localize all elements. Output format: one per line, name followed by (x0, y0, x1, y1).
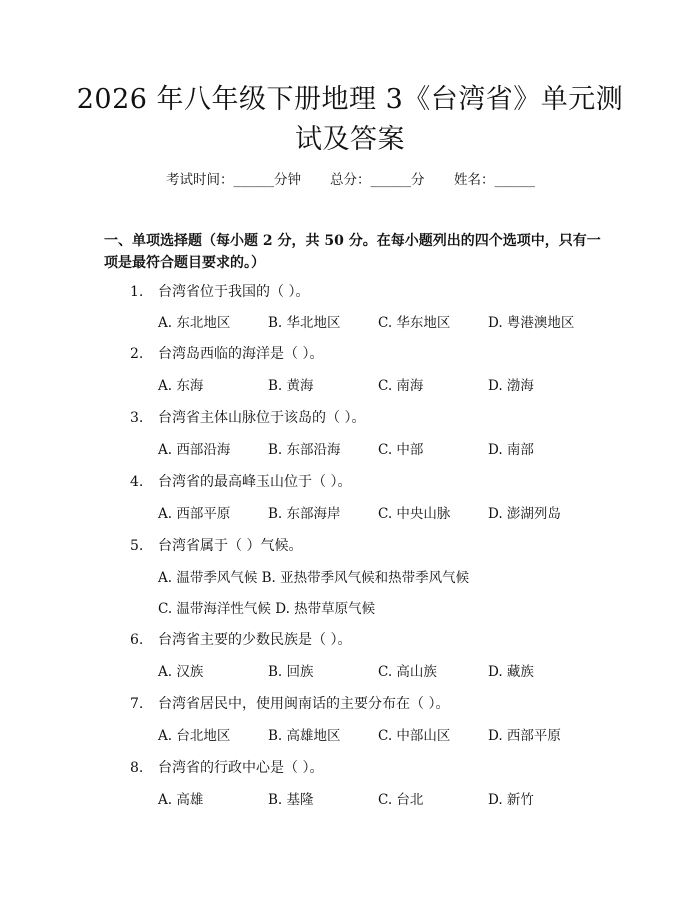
option-b: B. 东部海岸 (268, 506, 341, 522)
option-b: B. 东部沿海 (268, 442, 341, 458)
document-title (60, 80, 640, 160)
question-stem: 台湾省居民中，使用闽南话的主要分布在（ ）。 (158, 696, 450, 712)
total-score: 总分：______分 (330, 172, 425, 188)
option-d: D. 渤海 (488, 378, 534, 394)
option-d: D. 粤港澳地区 (488, 315, 575, 331)
question-number: 4. (130, 474, 144, 490)
option-d: D. 新竹 (488, 792, 534, 808)
option-c: C. 台北 (378, 792, 424, 808)
option-a: A. 东北地区 (158, 315, 231, 331)
option-c: C. 中央山脉 (378, 506, 451, 522)
option-b: B. 基隆 (268, 792, 314, 808)
option-c: C. 中部山区 (378, 728, 451, 744)
exam-meta (0, 168, 700, 188)
options-a-b: A. 温带季风气候 B. 亚热带季风气候和热带季风气候 (158, 570, 470, 586)
option-a: A. 西部沿海 (158, 442, 231, 458)
option-a: A. 台北地区 (158, 728, 231, 744)
option-d: D. 南部 (488, 442, 534, 458)
question-number: 5. (130, 538, 144, 554)
question-6-options (158, 662, 638, 682)
section-heading: 一、单项选择题（每小题 2 分，共 50 分。在每小题列出的四个选项中，只有一项是最符合题目要求的。） (104, 233, 601, 271)
question-4-options (158, 504, 638, 524)
question-1-options (158, 313, 638, 333)
question-number: 3. (130, 410, 144, 426)
option-a: A. 东海 (158, 378, 204, 394)
question-stem: 台湾省属于（ ）气候。 (158, 538, 303, 554)
question-number: 7. (130, 696, 144, 712)
question-number: 2. (130, 346, 144, 362)
option-b: B. 高雄地区 (268, 728, 341, 744)
option-c: C. 华东地区 (378, 315, 451, 331)
option-b: B. 黄海 (268, 378, 314, 394)
student-name: 姓名：______ (454, 172, 535, 188)
question-5-options-line-2 (158, 599, 638, 619)
exam-time: 考试时间：______分钟 (166, 172, 301, 188)
question-stem: 台湾省的行政中心是（ ）。 (158, 760, 324, 776)
question-number: 1. (130, 284, 144, 300)
option-d: D. 西部平原 (488, 728, 561, 744)
option-a: A. 西部平原 (158, 506, 231, 522)
question-number: 8. (130, 760, 144, 776)
title-line-2: 试及答案 (295, 124, 405, 155)
title-line-1: 2026 年八年级下册地理 3《台湾省》单元测 (76, 84, 624, 115)
option-b: B. 回族 (268, 664, 314, 680)
question-stem: 台湾省的最高峰玉山位于（ ）。 (158, 474, 352, 490)
question-5-options-line-1 (158, 568, 638, 588)
options-c-d: C. 温带海洋性气候 D. 热带草原气候 (158, 601, 376, 617)
option-a: A. 汉族 (158, 664, 204, 680)
question-number: 6. (130, 632, 144, 648)
option-c: C. 中部 (378, 442, 424, 458)
question-stem: 台湾省主体山脉位于该岛的（ ）。 (158, 410, 366, 426)
option-a: A. 高雄 (158, 792, 204, 808)
question-8-options (158, 790, 638, 810)
question-stem: 台湾省主要的少数民族是（ ）。 (158, 632, 352, 648)
question-7-options (158, 726, 638, 746)
option-d: D. 藏族 (488, 664, 534, 680)
question-2-options (158, 376, 638, 396)
question-stem: 台湾岛西临的海洋是（ ）。 (158, 346, 324, 362)
option-d: D. 澎湖列岛 (488, 506, 561, 522)
question-3-options (158, 440, 638, 460)
option-c: C. 南海 (378, 378, 424, 394)
question-stem: 台湾省位于我国的（ ）。 (158, 284, 310, 300)
option-c: C. 高山族 (378, 664, 437, 680)
option-b: B. 华北地区 (268, 315, 341, 331)
